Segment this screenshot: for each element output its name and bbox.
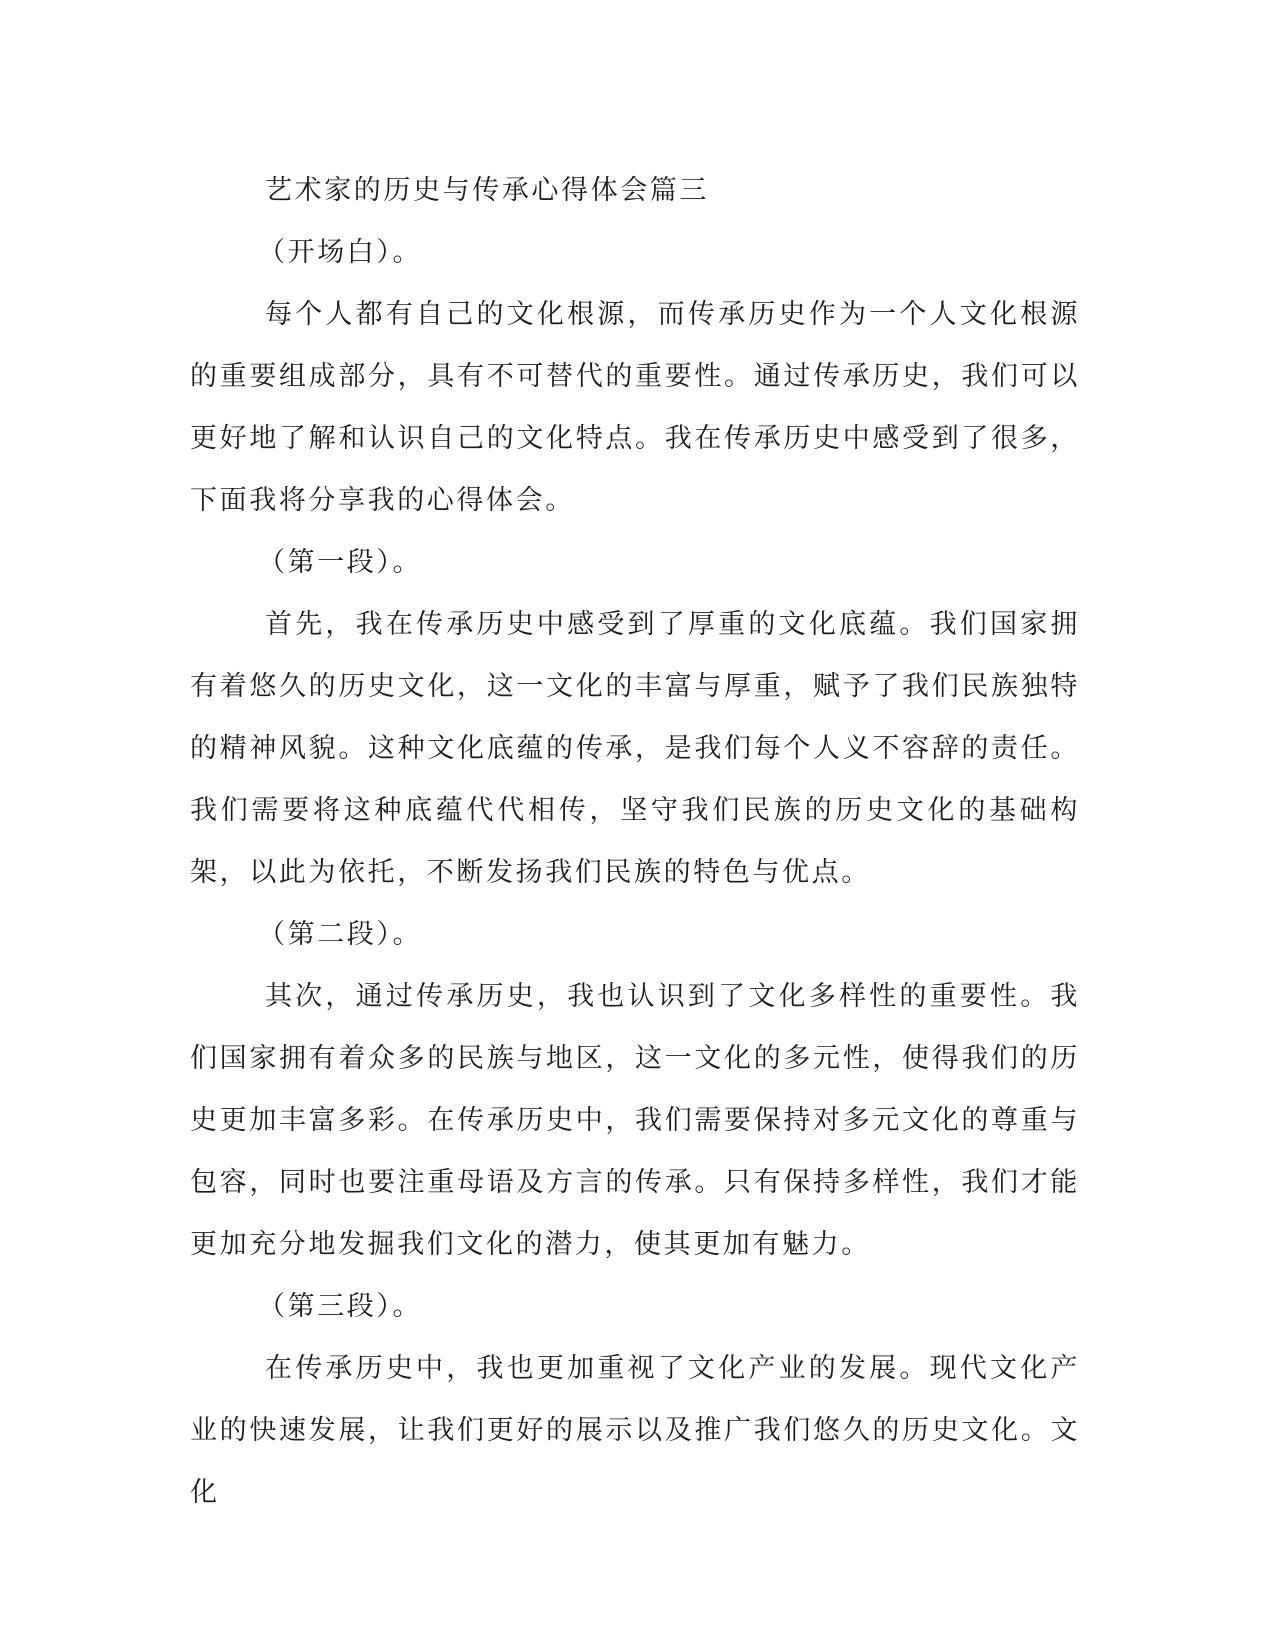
section-label-opening: （开场白）。: [258, 237, 423, 268]
paragraph-third: 在传承历史中，我也更加重视了文化产业的发展。现代文化产业的快速发展，让我们更好的展示以及推广我们悠久的历史文化。文化: [190, 1353, 1080, 1508]
section-label-first: （第一段）。: [258, 547, 423, 578]
paragraph-second: 其次，通过传承历史，我也认识到了文化多样性的重要性。我们国家拥有着众多的民族与地区，这一文化的多元性，使得我们的历史更加丰富多彩。在传承历史中，我们需要保持对多元文化的尊重与包容，同时也要注重母语及方言的传承。只有保持多样性，我们才能更加充分地发掘我们文化的潜力，使其更加有魅力。: [190, 981, 1080, 1260]
section-label-third: （第三段）。: [258, 1291, 423, 1322]
section-label-second: （第二段）。: [258, 919, 423, 950]
document-body: [190, 160, 1080, 1524]
document-title: 艺术家的历史与传承心得体会篇三: [265, 175, 709, 206]
paragraph-first: 首先，我在传承历史中感受到了厚重的文化底蕴。我们国家拥有着悠久的历史文化，这一文化的丰富与厚重，赋予了我们民族独特的精神风貌。这种文化底蕴的传承，是我们每个人义不容辞的责任。我们需要将这种底蕴代代相传，坚守我们民族的历史文化的基础构架，以此为依托，不断发扬我们民族的特色与优点。: [190, 609, 1080, 888]
paragraph-opening: 每个人都有自己的文化根源，而传承历史作为一个人文化根源的重要组成部分，具有不可替代的重要性。通过传承历史，我们可以更好地了解和认识自己的文化特点。我在传承历史中感受到了很多，下面我将分享我的心得体会。: [190, 299, 1080, 516]
